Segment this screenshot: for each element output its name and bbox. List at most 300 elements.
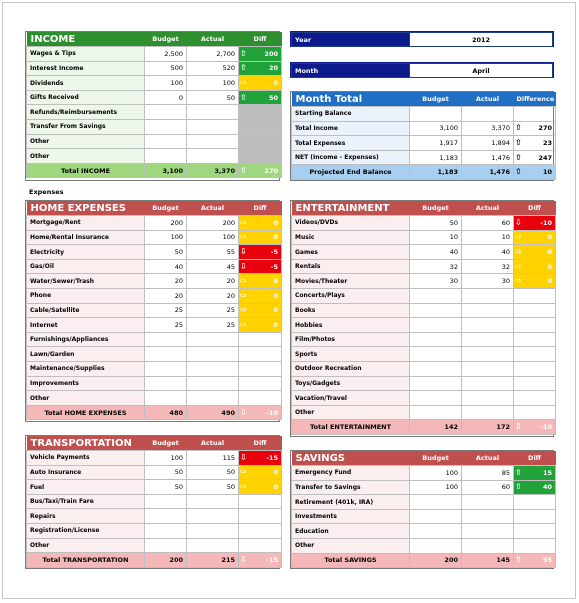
actual-cell[interactable] [187, 332, 239, 347]
row-label: Starting Balance [292, 107, 410, 122]
actual-cell[interactable]: 520 [187, 61, 239, 76]
actual-cell[interactable] [462, 509, 514, 524]
row-label: Film/Photos [292, 332, 410, 347]
diff-arrow-icon: ⇧ [240, 92, 247, 102]
diff-arrow-icon: ⇩ [515, 217, 522, 227]
budget-cell[interactable] [145, 524, 187, 539]
row-label: Sports [292, 347, 410, 362]
diff-value: 50 [268, 93, 278, 102]
actual-cell[interactable] [462, 391, 514, 406]
diff-value: 200 [264, 49, 278, 58]
budget-cell[interactable]: 20 [145, 274, 187, 289]
budget-cell[interactable]: 10 [410, 230, 462, 245]
budget-cell[interactable]: 25 [145, 318, 187, 333]
row-label: Furnishings/Appliances [27, 332, 145, 347]
home-actual-header: Actual [187, 201, 239, 216]
table-row [27, 332, 282, 347]
diff-cell [239, 76, 282, 91]
diff-value: 0 [547, 262, 552, 271]
actual-cell[interactable]: 115 [187, 451, 239, 466]
row-label: Total Expenses [292, 136, 410, 151]
diff-value: 15 [542, 468, 552, 477]
diff-cell [239, 347, 282, 362]
actual-cell[interactable]: 2,700 [187, 47, 239, 62]
month-total-section [290, 91, 554, 181]
row-label: Fuel [27, 480, 145, 495]
diff-cell [514, 539, 556, 554]
row-label: Retirement (401k, IRA) [292, 495, 410, 510]
actual-cell[interactable]: 45 [187, 259, 239, 274]
diff-cell [239, 480, 282, 495]
actual-cell[interactable]: 200 [187, 216, 239, 231]
budget-cell[interactable] [410, 391, 462, 406]
home-header-row [27, 201, 282, 216]
budget-cell[interactable]: 100 [145, 230, 187, 245]
diff-value: -15 [266, 556, 278, 565]
row-label: Vehicle Payments [27, 451, 145, 466]
budget-cell[interactable]: 50 [145, 465, 187, 480]
diff-value: 0 [273, 321, 278, 330]
total-budget: 1,183 [410, 165, 462, 180]
total-diff [514, 553, 556, 568]
table-row [27, 376, 282, 391]
table-row [27, 451, 282, 466]
actual-cell[interactable] [462, 332, 514, 347]
total-actual: 490 [187, 405, 239, 420]
table-row [292, 332, 556, 347]
diff-cell [239, 538, 282, 553]
diff-cell [514, 289, 556, 304]
actual-cell[interactable] [462, 539, 514, 554]
diff-cell [514, 332, 556, 347]
table-row [292, 539, 556, 554]
actual-cell[interactable]: 60 [462, 480, 514, 495]
summary-diff-header: Difference [514, 92, 556, 107]
month-row [290, 62, 554, 78]
diff-cell [514, 259, 556, 274]
budget-cell[interactable] [145, 149, 187, 164]
budget-cell[interactable]: 50 [145, 245, 187, 260]
budget-cell[interactable] [410, 539, 462, 554]
summary-title: Month Total [292, 92, 410, 107]
actual-cell[interactable] [187, 105, 239, 120]
diff-arrow-icon: ⇧ [515, 123, 522, 133]
income-header-row [27, 32, 282, 47]
budget-cell[interactable]: 40 [145, 259, 187, 274]
actual-cell[interactable]: 100 [187, 76, 239, 91]
budget-cell[interactable] [410, 405, 462, 420]
table-row [27, 61, 282, 76]
diff-cell [514, 524, 556, 539]
row-label: Cable/Satellite [27, 303, 145, 318]
table-row [292, 347, 556, 362]
table-row [292, 303, 556, 318]
actual-cell[interactable] [462, 318, 514, 333]
table-row [27, 120, 282, 135]
total-actual: 1,476 [462, 165, 514, 180]
budget-cell[interactable] [410, 347, 462, 362]
diff-cell [239, 149, 282, 164]
income-section [25, 31, 280, 181]
budget-cell[interactable] [410, 509, 462, 524]
budget-cell[interactable]: 50 [410, 216, 462, 231]
diff-arrow-icon: ⇨ [240, 232, 247, 242]
savings-table [291, 451, 556, 568]
table-row [292, 121, 556, 136]
actual-cell[interactable]: 3,370 [462, 121, 514, 136]
diff-arrow-icon: ⇨ [515, 247, 522, 257]
diff-arrow-icon: ⇨ [240, 482, 247, 492]
diff-arrow-icon: ⇨ [240, 305, 247, 315]
row-label: Wages & Tips [27, 47, 145, 62]
diff-cell [239, 105, 282, 120]
row-label: Internet [27, 318, 145, 333]
diff-cell [514, 376, 556, 391]
row-label: Outdoor Recreation [292, 362, 410, 377]
budget-cell[interactable] [145, 362, 187, 377]
entertainment-section [290, 200, 554, 437]
row-label: Concerts/Plays [292, 289, 410, 304]
diff-value: -10 [540, 423, 552, 432]
diff-cell [514, 303, 556, 318]
diff-arrow-icon: ⇩ [240, 407, 247, 417]
diff-value: 0 [273, 233, 278, 242]
diff-cell [239, 362, 282, 377]
total-label: Projected End Balance [292, 165, 410, 180]
diff-cell [514, 230, 556, 245]
row-label: Rentals [292, 259, 410, 274]
table-row [27, 303, 282, 318]
diff-arrow-icon: ⇩ [240, 261, 247, 271]
diff-value: 0 [547, 233, 552, 242]
diff-arrow-icon: ⇧ [515, 467, 522, 477]
diff-arrow-icon: ⇩ [240, 555, 247, 565]
budget-cell[interactable] [145, 134, 187, 149]
actual-cell[interactable]: 50 [187, 480, 239, 495]
entertainment-actual-header: Actual [462, 201, 514, 216]
budget-cell[interactable] [410, 362, 462, 377]
actual-cell[interactable] [187, 134, 239, 149]
actual-cell[interactable]: 60 [462, 216, 514, 231]
table-row [292, 136, 556, 151]
diff-value: 0 [547, 248, 552, 257]
actual-cell[interactable] [187, 120, 239, 135]
diff-cell [239, 230, 282, 245]
row-label: Home/Rental Insurance [27, 230, 145, 245]
savings-budget-header: Budget [410, 451, 462, 466]
actual-cell[interactable] [462, 347, 514, 362]
table-row [27, 391, 282, 406]
budget-cell[interactable]: 50 [145, 480, 187, 495]
actual-cell[interactable]: 20 [187, 289, 239, 304]
actual-cell[interactable]: 25 [187, 303, 239, 318]
diff-value: 0 [273, 468, 278, 477]
diff-cell [514, 136, 556, 151]
diff-cell [239, 451, 282, 466]
table-row [27, 465, 282, 480]
diff-arrow-icon: ⇩ [240, 247, 247, 257]
budget-cell[interactable] [145, 391, 187, 406]
diff-arrow-icon: ⇨ [240, 467, 247, 477]
total-budget: 142 [410, 420, 462, 435]
summary-budget-header: Budget [410, 92, 462, 107]
actual-cell[interactable] [462, 405, 514, 420]
row-label: Total Income [292, 121, 410, 136]
budget-cell[interactable]: 2,500 [145, 47, 187, 62]
budget-cell[interactable] [145, 347, 187, 362]
budget-cell[interactable]: 100 [145, 451, 187, 466]
diff-arrow-icon: ⇧ [240, 48, 247, 58]
table-row [292, 107, 556, 122]
diff-cell [239, 391, 282, 406]
total-diff [239, 163, 282, 178]
actual-cell[interactable]: 30 [462, 274, 514, 289]
budget-cell[interactable]: 500 [145, 61, 187, 76]
diff-value: 0 [273, 483, 278, 492]
diff-arrow-icon: ⇨ [240, 78, 247, 88]
budget-cell[interactable] [410, 495, 462, 510]
budget-cell[interactable]: 100 [410, 466, 462, 481]
actual-cell[interactable]: 25 [187, 318, 239, 333]
actual-cell[interactable] [187, 524, 239, 539]
budget-cell[interactable] [145, 538, 187, 553]
table-row [292, 245, 556, 260]
row-label: Water/Sewer/Trash [27, 274, 145, 289]
diff-cell [239, 289, 282, 304]
total-diff [514, 420, 556, 435]
actual-cell[interactable]: 85 [462, 466, 514, 481]
actual-cell[interactable] [462, 303, 514, 318]
home-diff-header: Diff [239, 201, 282, 216]
row-label: Transfer From Savings [27, 120, 145, 135]
diff-cell [239, 216, 282, 231]
budget-cell[interactable]: 0 [145, 90, 187, 105]
diff-value: 247 [538, 153, 552, 162]
total-budget: 200 [145, 553, 187, 568]
actual-cell[interactable] [187, 149, 239, 164]
budget-cell[interactable] [410, 289, 462, 304]
table-row [27, 289, 282, 304]
budget-cell[interactable] [410, 376, 462, 391]
transport-header-row [27, 436, 282, 451]
actual-cell[interactable] [462, 376, 514, 391]
actual-cell[interactable] [187, 494, 239, 509]
income-table [26, 32, 282, 178]
diff-value: 0 [547, 277, 552, 286]
table-row [292, 480, 556, 495]
budget-cell[interactable] [145, 509, 187, 524]
savings-actual-header: Actual [462, 451, 514, 466]
budget-cell[interactable] [410, 524, 462, 539]
actual-cell[interactable]: 100 [187, 230, 239, 245]
diff-cell [239, 47, 282, 62]
budget-cell[interactable] [145, 105, 187, 120]
savings-diff-header: Diff [514, 451, 556, 466]
actual-cell[interactable] [187, 376, 239, 391]
row-label: Other [292, 405, 410, 420]
actual-cell[interactable] [462, 495, 514, 510]
total-label: Total TRANSPORTATION [27, 553, 145, 568]
budget-cell[interactable] [410, 332, 462, 347]
actual-cell[interactable] [462, 362, 514, 377]
row-label: Music [292, 230, 410, 245]
summary-header-row [292, 92, 556, 107]
diff-value: -10 [266, 408, 278, 417]
actual-cell[interactable] [462, 289, 514, 304]
savings-section [290, 450, 554, 569]
table-row [27, 47, 282, 62]
table-row [27, 134, 282, 149]
diff-value: 55 [542, 556, 552, 565]
total-label: Total ENTERTAINMENT [292, 420, 410, 435]
actual-cell[interactable] [187, 347, 239, 362]
actual-cell[interactable] [187, 391, 239, 406]
table-row [292, 216, 556, 231]
diff-cell [514, 509, 556, 524]
table-row [292, 230, 556, 245]
actual-cell[interactable]: 1,476 [462, 150, 514, 165]
table-row [292, 362, 556, 377]
transport-budget-header: Budget [145, 436, 187, 451]
budget-cell[interactable]: 32 [410, 259, 462, 274]
savings-header-row [292, 451, 556, 466]
actual-cell[interactable] [187, 538, 239, 553]
diff-value: 0 [273, 291, 278, 300]
income-total-row [27, 163, 282, 178]
budget-cell[interactable] [145, 376, 187, 391]
row-label: Interest Income [27, 61, 145, 76]
row-label: Phone [27, 289, 145, 304]
row-label: Other [27, 134, 145, 149]
diff-value: -15 [266, 453, 278, 462]
row-label: Dividends [27, 76, 145, 91]
budget-cell[interactable] [410, 303, 462, 318]
budget-cell[interactable] [410, 318, 462, 333]
total-diff [239, 405, 282, 420]
table-row [292, 259, 556, 274]
budget-cell[interactable]: 30 [410, 274, 462, 289]
year-value[interactable]: 2012 [410, 33, 553, 47]
diff-cell [514, 216, 556, 231]
diff-arrow-icon: ⇧ [515, 482, 522, 492]
diff-value: 23 [542, 139, 552, 148]
total-label: Total HOME EXPENSES [27, 405, 145, 420]
total-diff [239, 553, 282, 568]
budget-cell[interactable]: 1,183 [410, 150, 462, 165]
table-row [27, 105, 282, 120]
diff-value: 270 [538, 124, 552, 133]
diff-cell [239, 259, 282, 274]
diff-cell [239, 120, 282, 135]
budget-cell[interactable]: 1,917 [410, 136, 462, 151]
diff-cell [514, 245, 556, 260]
actual-cell[interactable] [462, 107, 514, 122]
actual-cell[interactable]: 1,894 [462, 136, 514, 151]
diff-value: 40 [542, 483, 552, 492]
table-row [292, 405, 556, 420]
diff-cell [239, 274, 282, 289]
budget-cell[interactable] [145, 332, 187, 347]
diff-arrow-icon: ⇨ [515, 232, 522, 242]
total-budget: 3,100 [145, 163, 187, 178]
diff-arrow-icon: ⇩ [515, 422, 522, 432]
diff-cell [239, 494, 282, 509]
row-label: Electricity [27, 245, 145, 260]
income-budget-header: Budget [145, 32, 187, 47]
row-label: Investments [292, 509, 410, 524]
month-value[interactable]: April [410, 64, 553, 78]
budget-cell[interactable] [145, 494, 187, 509]
actual-cell[interactable]: 50 [187, 90, 239, 105]
table-row [27, 216, 282, 231]
diff-arrow-icon: ⇨ [240, 290, 247, 300]
budget-cell[interactable] [145, 120, 187, 135]
budget-cell[interactable]: 20 [145, 289, 187, 304]
table-row [27, 347, 282, 362]
budget-cell[interactable]: 100 [410, 480, 462, 495]
diff-cell [239, 303, 282, 318]
table-row [292, 391, 556, 406]
table-row [27, 318, 282, 333]
diff-cell [514, 150, 556, 165]
budget-cell[interactable] [410, 107, 462, 122]
actual-cell[interactable]: 32 [462, 259, 514, 274]
budget-cell[interactable]: 3,100 [410, 121, 462, 136]
actual-cell[interactable]: 50 [187, 465, 239, 480]
diff-cell [514, 466, 556, 481]
budget-cell[interactable]: 25 [145, 303, 187, 318]
actual-cell[interactable]: 20 [187, 274, 239, 289]
table-row [292, 495, 556, 510]
diff-cell [239, 509, 282, 524]
diff-arrow-icon: ⇧ [515, 555, 522, 565]
year-row [290, 31, 554, 47]
entertainment-title: ENTERTAINMENT [292, 201, 410, 216]
diff-cell [514, 405, 556, 420]
actual-cell[interactable] [187, 362, 239, 377]
table-row [292, 524, 556, 539]
actual-cell[interactable]: 55 [187, 245, 239, 260]
row-label: Vacation/Travel [292, 391, 410, 406]
budget-cell[interactable]: 100 [145, 76, 187, 91]
diff-cell [514, 347, 556, 362]
entertainment-header-row [292, 201, 556, 216]
actual-cell[interactable] [462, 524, 514, 539]
total-diff [514, 165, 556, 180]
table-row [27, 538, 282, 553]
actual-cell[interactable] [187, 509, 239, 524]
table-row [292, 150, 556, 165]
row-label: Videos/DVDs [292, 216, 410, 231]
total-budget: 200 [410, 553, 462, 568]
budget-cell[interactable]: 200 [145, 216, 187, 231]
diff-arrow-icon: ⇨ [240, 217, 247, 227]
row-label: Toys/Gadgets [292, 376, 410, 391]
diff-cell [514, 495, 556, 510]
actual-cell[interactable]: 10 [462, 230, 514, 245]
diff-arrow-icon: ⇧ [240, 63, 247, 73]
table-row [27, 480, 282, 495]
diff-cell [514, 391, 556, 406]
row-label: Refunds/Reimbursements [27, 105, 145, 120]
diff-arrow-icon: ⇨ [515, 276, 522, 286]
table-row [292, 289, 556, 304]
budget-cell[interactable]: 40 [410, 245, 462, 260]
actual-cell[interactable]: 40 [462, 245, 514, 260]
diff-arrow-icon: ⇩ [240, 452, 247, 462]
diff-value: 270 [264, 166, 278, 175]
diff-cell [514, 121, 556, 136]
